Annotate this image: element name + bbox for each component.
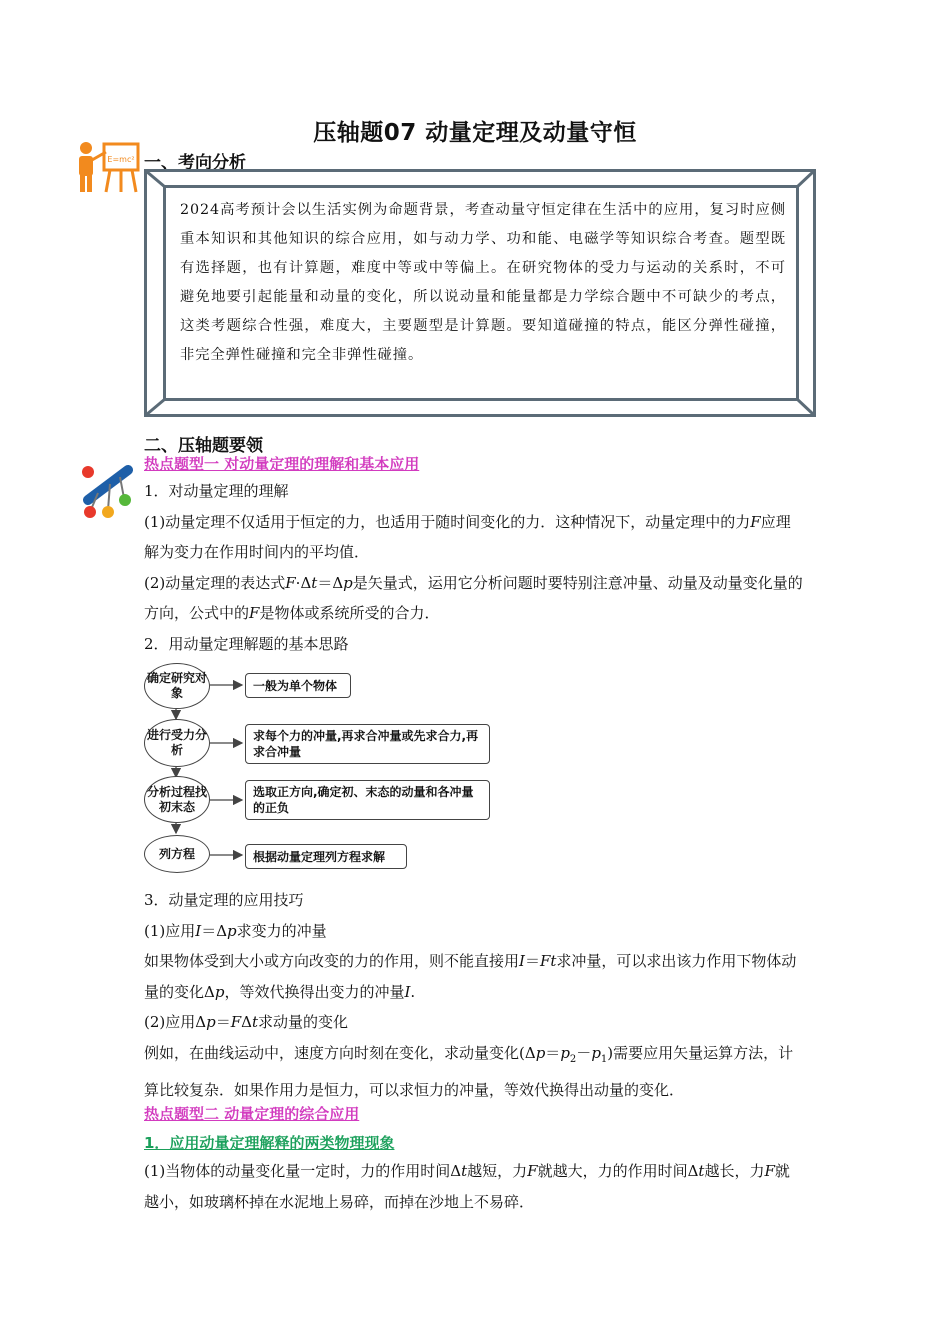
analysis-text: 2024高考预计会以生活实例为命题背景，考查动量守恒定律在生活中的应用，复习时应侧重本知识和其他知识的综合应用，如与动力学、功和能、电磁学等知识综合考查。题型既有选择题，也有计算题，难度中等或中等偏上。在研究物体的受力与运动的关系时，不可避免地要引起能量和动量的变化，所以说动量和能量都是力学综合题中不可缺少的考点，这类考题综合性强，难度大，主要题型是计算题。要知道碰撞的特点，能区分弹性碰撞，非完全弹性碰撞和完全非弹性碰撞。 (180, 202, 786, 363)
flow-node-process-analysis: 分析过程找初末态 (144, 776, 210, 823)
flow-node-force-analysis: 进行受力分析 (144, 719, 210, 767)
item1-block (144, 476, 804, 659)
molecule-model-icon (80, 460, 136, 522)
flow-box-solve: 根据动量定理列方程求解 (245, 844, 407, 869)
teacher-board-icon (76, 140, 140, 196)
item2-title: 2．用动量定理解题的基本思路 (144, 634, 349, 653)
hot-topic-1-title: 热点题型一 对动量定理的理解和基本应用 (144, 455, 420, 473)
flowchart (144, 663, 504, 873)
green-subtitle: 1．应用动量定理解释的两类物理现象 (144, 1134, 395, 1152)
flow-box-direction: 选取正方向,确定初、末态的动量和各冲量的正负 (245, 780, 490, 820)
item3-paragraph4: 例如，在曲线运动中，速度方向时刻在变化，求动量变化$(\Delta p=p_2-p_1)$需要应用矢量运算方法，计算比较复杂．如果作用力是恒力，可以求恒力的冲量，等效代换得出动量的变化． (144, 1043, 794, 1099)
flow-node-determine-object: 确定研究对象 (144, 663, 210, 709)
item3-block (144, 885, 804, 1106)
flow-node-equation: 列方程 (144, 835, 210, 873)
item1-paragraph2: (2)动量定理的表达式F·Δt＝Δp是矢量式，运用它分析问题时要特别注意冲量、动量及动量变化量的方向，公式中的F是物体或系统所受的合力． (144, 573, 803, 622)
item3-paragraph3: (2)应用Δp＝FΔt求动量的变化 (144, 1013, 349, 1031)
flow-box-single-object: 一般为单个物体 (245, 673, 351, 698)
item3-paragraph1: (1)应用I＝Δp求变力的冲量 (144, 921, 327, 940)
item1-title: 1．对动量定理的理解 (144, 482, 289, 500)
item3-title: 3．动量定理的应用技巧 (144, 891, 304, 909)
flow-box-impulse: 求每个力的冲量,再求合冲量或先求合力,再求合冲量 (245, 724, 490, 764)
last-paragraph: (1)当物体的动量变化量一定时，力的作用时间Δt越短，力F就越大，力的作用时间Δt越长，力F就越小，如玻璃杯掉在水泥地上易碎，而掉在沙地上不易碎． (144, 1162, 790, 1211)
last-paragraph-block (144, 1156, 804, 1217)
section-heading-key-points: 二、压轴题要领 (144, 436, 263, 456)
item3-paragraph2: 如果物体受到大小或方向改变的力的作用，则不能直接用I＝Ft求冲量，可以求出该力作用下物体动量的变化Δp，等效代换得出变力的冲量I. (144, 952, 797, 1001)
section-heading-analysis: 一、考向分析 (144, 153, 246, 173)
hot-topic-2-title: 热点题型二 动量定理的综合应用 (144, 1105, 360, 1123)
item1-paragraph1: (1)动量定理不仅适用于恒定的力，也适用于随时间变化的力．这种情况下，动量定理中的力F应理解为变力在作用时间内的平均值． (144, 512, 791, 561)
svg-text:E=mc²: E=mc² (107, 155, 135, 164)
page-title: 压轴题07 动量定理及动量守恒 (313, 120, 637, 146)
